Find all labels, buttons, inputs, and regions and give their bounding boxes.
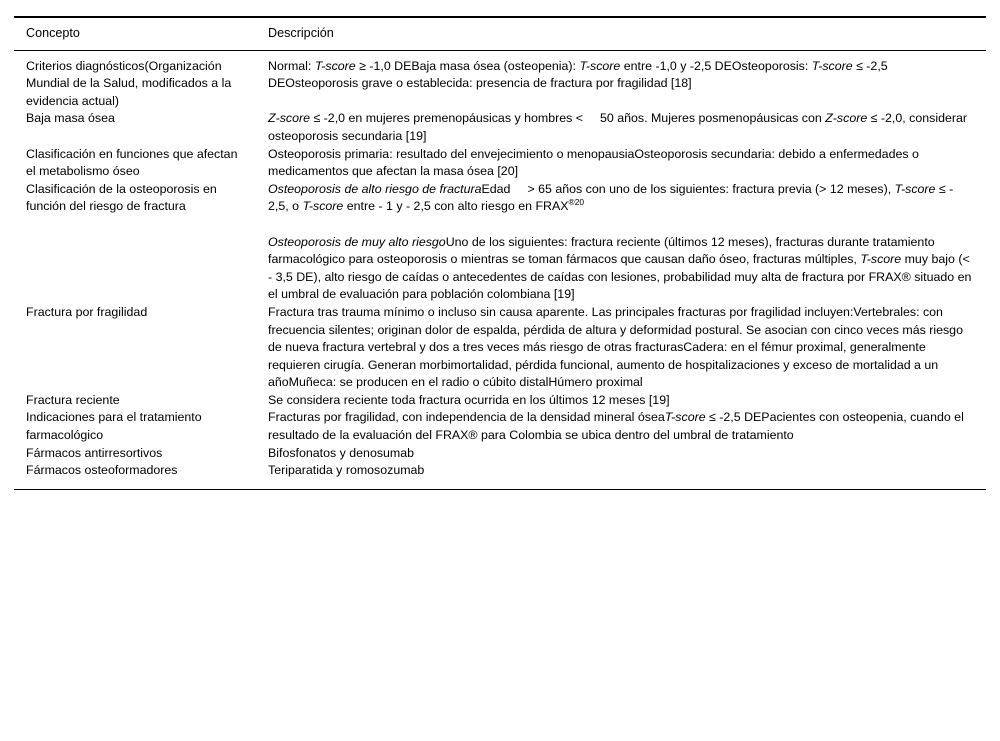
text-run: entre -1,0 y -2,5 DEOsteoporosis: [620, 58, 812, 73]
text-run: Se considera reciente toda fractura ocurrida en los últimos 12 meses [19] [268, 392, 670, 407]
description-paragraph [268, 392, 974, 410]
concept-description-table [14, 16, 986, 490]
italic-term: T-score [579, 58, 621, 73]
text-run: ≤ -2,5 DEOsteoporosis grave o establecida: presencia de fractura por fragilidad [18] [268, 58, 888, 91]
italic-term: T-score [860, 252, 902, 267]
description-paragraph [268, 146, 974, 181]
cell-descripcion [256, 462, 986, 489]
cell-concepto: Indicaciones para el tratamiento farmacológico [26, 410, 202, 443]
text-run: ≤ - 2,5, o [268, 181, 954, 214]
description-paragraph [268, 181, 974, 216]
table-row [14, 181, 986, 304]
italic-term: Z-score [268, 111, 310, 126]
table-row [14, 409, 986, 444]
table-row [14, 392, 986, 410]
text-run: Fractura tras trauma mínimo o incluso sin causa aparente. Las principales fracturas por fragilidad incluyen:Vertebrales: con frecuencia silentes; originan dolor de espalda, pérdida de altura y deformidad postural. Se asocian con cinco veces más riesgo de nueva fractura vertebral y dos a tres veces más riesgo de otras fracturasCadera: en el fémur proximal, generalmente requieren cirugía. Generan morbimortalidad, pérdida funcional, aumento de hospitalizaciones y exceso de mortalidad a un añoMuñeca: se producen en el radio o cúbito distalHúmero proximal [268, 304, 963, 390]
text-run: Edad [481, 181, 511, 196]
cell-concepto: Baja masa ósea [26, 111, 115, 126]
description-paragraph [268, 110, 974, 145]
italic-term: Z-score [825, 111, 868, 126]
table-row [14, 462, 986, 489]
cell-descripcion [256, 392, 986, 410]
italic-term: Osteoporosis de alto riesgo de fractura [268, 181, 482, 196]
cell-concepto: Fractura reciente [26, 392, 120, 407]
table-header-row [14, 17, 986, 50]
description-paragraph [268, 445, 974, 463]
table-row [14, 445, 986, 463]
cell-descripcion [256, 445, 986, 463]
text-run: > 65 años con uno de los siguientes: fractura previa (> 12 meses), [527, 181, 895, 196]
italic-term: T-score [664, 410, 706, 425]
cell-descripcion [256, 50, 986, 110]
cell-descripcion [256, 146, 986, 181]
description-paragraph [268, 409, 974, 444]
text-run: muy bajo (< - 3,5 DE), alto riesgo de caídas o antecedentes de caídas con lesiones, probabilidad muy alta de fractura por FRAX® situado en el umbral de evaluación para población colombiana [19] [268, 252, 972, 302]
superscript-reference: ®20 [568, 197, 585, 208]
italic-term: T-score [302, 199, 344, 214]
text-run: Bifosfonatos y denosumab [268, 445, 415, 460]
cell-concepto: Fármacos antirresortivos [26, 445, 163, 460]
table-row [14, 110, 986, 145]
text-run: ≤ -2,0, considerar osteoporosis secundaria [19] [268, 111, 968, 143]
cell-concepto: Criterios diagnósticos(Organización Mundial de la Salud, modificados a la evidencia actual) [26, 58, 232, 108]
cell-descripcion [256, 304, 986, 392]
table-row [14, 304, 986, 392]
description-paragraph [268, 58, 974, 93]
text-run: Normal: [268, 58, 315, 73]
cell-concepto: Clasificación en funciones que afectan el metabolismo óseo [26, 146, 238, 179]
cell-descripcion [256, 181, 986, 304]
text-run: Teriparatida y romosozumab [268, 463, 425, 478]
description-paragraph [268, 462, 974, 480]
italic-term: T-score [314, 58, 356, 73]
text-run: ≤ -2,5 DEPacientes con osteopenia, cuando el resultado de la evaluación del FRAX® para Colombia se ubica dentro del umbral de tratamiento [268, 410, 964, 443]
text-run: Fracturas por fragilidad, con independencia de la densidad mineral ósea [268, 410, 665, 425]
table-row [14, 50, 986, 110]
italic-term: Osteoporosis de muy alto riesgo [268, 234, 446, 249]
text-run: 50 años. Mujeres posmenopáusicas con [600, 111, 826, 126]
cell-concepto: Clasificación de la osteoporosis en función del riesgo de fractura [26, 181, 217, 214]
description-paragraph [268, 304, 974, 392]
column-header-concepto: Concepto [14, 17, 256, 50]
table-row [14, 146, 986, 181]
table-body [14, 50, 986, 489]
text-run: entre - 1 y - 2,5 con alto riesgo en FRAX [343, 199, 569, 214]
text-run: ≤ -2,0 en mujeres premenopáusicas y hombres < [310, 111, 583, 126]
cell-concepto: Fractura por fragilidad [26, 304, 148, 319]
italic-term: T-score [811, 58, 853, 73]
text-run: Uno de los siguientes: fractura reciente (últimos 12 meses), fracturas durante tratamiento farmacológico para osteoporosis o mientras se toman fármacos que causan daño óseo, fracturas múltiples, [268, 234, 935, 267]
column-header-descripcion: Descripción [256, 17, 986, 50]
text-run: Osteoporosis primaria: resultado del envejecimiento o menopausiaOsteoporosis secundaria: debido a enfermedades o medicamentos que afectan la masa ósea [20] [268, 146, 919, 179]
table-container [14, 16, 986, 490]
text-run: ≥ -1,0 DEBaja masa ósea (osteopenia): [355, 58, 580, 73]
cell-descripcion [256, 110, 986, 145]
cell-concepto: Fármacos osteoformadores [14, 462, 256, 489]
description-paragraph [268, 234, 974, 304]
table-header [14, 17, 986, 50]
cell-descripcion [256, 409, 986, 444]
italic-term: T-score [894, 181, 936, 196]
